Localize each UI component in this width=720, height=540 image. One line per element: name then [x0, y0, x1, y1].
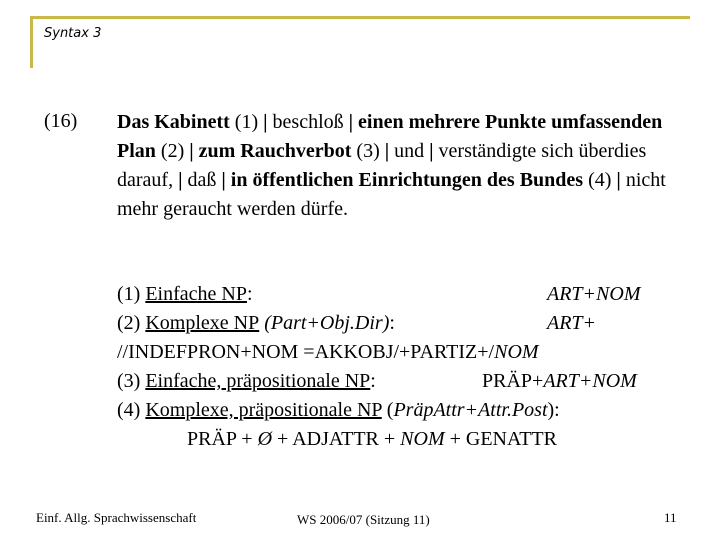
analysis-paren-open: (	[381, 399, 394, 421]
segment-np2: einen mehrere Punkte umfassenden	[358, 111, 663, 133]
analysis-structure: PRÄP +	[187, 428, 258, 450]
segment-marker-4: (4)	[583, 169, 617, 191]
analysis-number: (3)	[117, 370, 146, 392]
analysis-line-4	[117, 367, 687, 396]
segment-conj: und	[394, 140, 425, 162]
segment-rest: nicht mehr geraucht werden dürfe.	[117, 169, 666, 220]
frame-left-rule	[30, 16, 33, 68]
analysis-number: (4)	[117, 399, 146, 421]
segment-np1: Das Kabinett	[117, 111, 230, 133]
analysis-code: ART+NOM	[547, 283, 641, 305]
analysis-term: Komplexe NP	[145, 312, 260, 334]
analysis-structure: + GENATTR	[444, 428, 557, 450]
analysis-paren: (Part+Obj.Dir)	[259, 312, 390, 334]
analysis-number: (2)	[117, 312, 146, 334]
footer-page-number: 11	[664, 510, 677, 525]
analysis-list	[117, 280, 687, 454]
segment-complementizer: daß	[187, 169, 217, 191]
segment-marker-2: (2)	[155, 140, 190, 162]
separator: |	[343, 111, 359, 133]
segment-pp2: | in öffentlichen Einrichtungen des Bundes	[216, 169, 584, 191]
analysis-code: NOM	[494, 341, 539, 363]
analysis-code: ART+	[547, 312, 597, 334]
analysis-code: ART+NOM	[543, 370, 637, 392]
analysis-colon: :	[389, 312, 395, 334]
slide-header: Syntax 3	[44, 26, 102, 41]
separator: |	[616, 169, 626, 191]
example-sentence	[117, 108, 687, 224]
analysis-paren-close: ):	[547, 399, 560, 421]
segment-verb: beschloß	[272, 111, 344, 133]
separator: |	[173, 169, 188, 191]
analysis-colon: :	[370, 370, 376, 392]
footer-session: WS 2006/07 (Sitzung 11)	[297, 512, 430, 527]
separator: |	[424, 140, 439, 162]
analysis-term: Komplexe, präpositionale NP	[145, 399, 382, 421]
analysis-structure: + ADJATTR +	[272, 428, 401, 450]
separator: |	[384, 140, 395, 162]
segment-pp1: | zum Rauchverbot	[189, 140, 352, 162]
segment-verb2: verständigte sich überdies darauf,	[117, 140, 647, 191]
analysis-line-6	[117, 425, 687, 454]
analysis-structure: //INDEFPRON+NOM =AKKOBJ/+PARTIZ+/	[117, 341, 495, 363]
analysis-code-group	[482, 367, 637, 396]
analysis-line-1	[117, 280, 687, 309]
analysis-term: Einfache, präpositionale NP	[145, 370, 371, 392]
footer-course: Einf. Allg. Sprachwissenschaft	[36, 510, 197, 525]
example-number: (16)	[44, 110, 78, 132]
analysis-prefix: PRÄP+	[482, 370, 544, 392]
analysis-code: NOM	[400, 428, 445, 450]
empty-set-symbol: Ø	[257, 428, 273, 450]
analysis-line-5	[117, 396, 687, 425]
segment-np2-head: Plan	[117, 140, 156, 162]
analysis-number: (1)	[117, 283, 146, 305]
separator: |	[263, 111, 273, 133]
analysis-line-3	[117, 338, 687, 367]
analysis-paren: PräpAttr+Attr.Post	[393, 399, 548, 421]
analysis-line-2	[117, 309, 687, 338]
segment-marker-1: (1)	[229, 111, 264, 133]
frame-top-rule	[30, 16, 690, 19]
analysis-colon: :	[246, 283, 253, 305]
segment-marker-3: (3)	[351, 140, 385, 162]
analysis-term: Einfache NP	[145, 283, 247, 305]
